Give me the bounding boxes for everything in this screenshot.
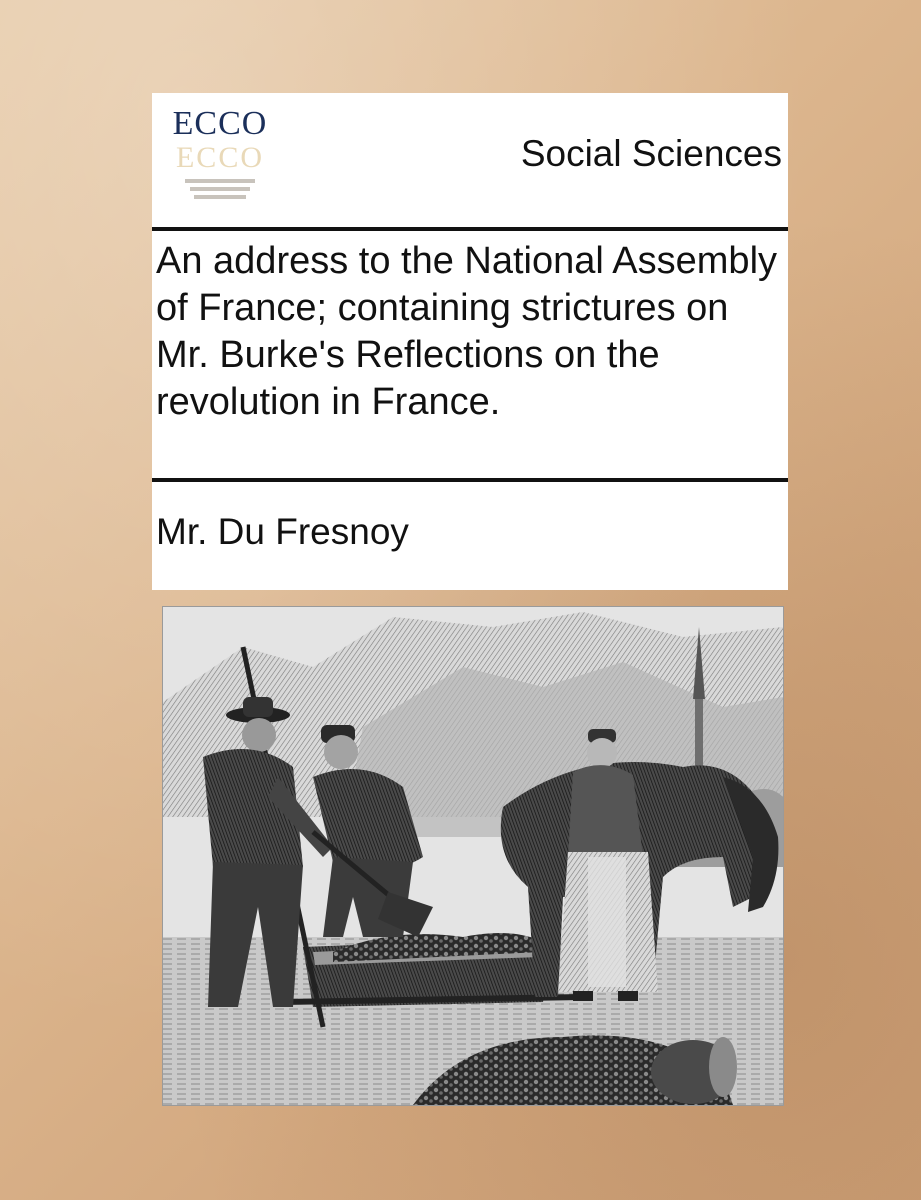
engraving-scene (163, 607, 783, 1105)
series-label: Social Sciences (520, 133, 782, 174)
ecco-logo (166, 105, 270, 215)
author-panel (152, 486, 788, 590)
book-title: An address to the National Assembly of France; containing strictures on Mr. Burke's Reflections on the revolution in France. (156, 240, 778, 423)
cover-illustration (162, 606, 784, 1106)
divider-rule (152, 227, 788, 236)
header-panel (152, 93, 788, 227)
title-panel (152, 236, 788, 476)
ecco-logo-fine-print (178, 175, 262, 203)
ecco-logo-text: ECCO (172, 105, 268, 142)
book-author: Mr. Du Fresnoy (156, 511, 409, 552)
divider-rule (152, 476, 788, 486)
ecco-logo-shadow: ECCO (175, 141, 264, 174)
